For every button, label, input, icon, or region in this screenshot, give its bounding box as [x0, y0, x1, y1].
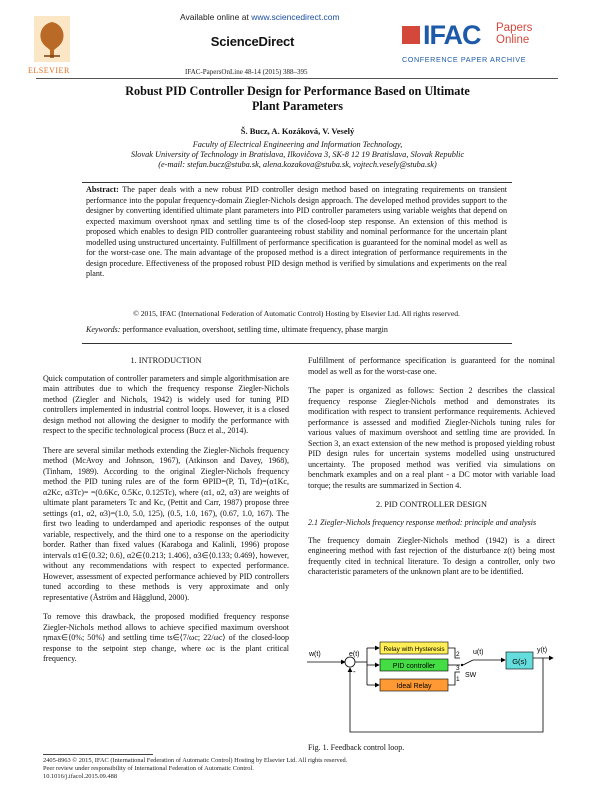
- copyright-notice: © 2015, IFAC (International Federation of Automatic Control) Hosting by Elsevier Ltd. All rights reserved.: [133, 309, 460, 318]
- footer-issn-copyright: 2405-8963 © 2015, IFAC (International Federation of Automatic Control) Hosting by Elsevier Ltd. All rights reserved.: [43, 757, 348, 764]
- feedback-loop-diagram: [305, 640, 555, 740]
- relay-hysteresis-label: Relay with Hysteresis: [383, 646, 445, 653]
- u-signal-label: u(t): [473, 649, 484, 656]
- abstract: [86, 185, 507, 280]
- affiliation: [60, 140, 535, 171]
- minus-sign: -: [353, 667, 356, 676]
- intro-paragraph-5: The paper is organized as follows: Section 2 describes the classical frequency response Ziegler-Nichols method and demonstrates its modification with respect to transient performance requirements. Achieved performance is assessed and modified Ziegler-Nichols tuning rules for various values of maximum overshoot and settling time are provided. In Section 3, an exact extension of the new method is proposed yielding robust PID design rules for uncertain systems modelled using unstructured uncertainty. The proposed method was verified via simulations on benchmark examples and on a real plant - a DC motor with variable load torque; the results are summarized in Section 4.: [308, 386, 555, 490]
- papers-online-logo: [496, 22, 532, 46]
- intro-paragraph-2: There are several similar methods extending the Ziegler-Nichols frequency method (McAvoy and Johnson, 1967), (Atkinson and Davey, 1968), (Tinham, 1989). According to the original Ziegler-Nichols frequency method the PID tuning rules are of the form ΘPID=(P, Ti, Td)=(α1Kc, α2Kc, α3Tc)= =(0.6Kc, 0.5Kc, 0.125Tc), where (α1, α2, α3) are weights of ultimate plant parameters Tc and Kc, (Pettit and Carr, 1987) propose three settings (α1, α2, α3)=(1.0, 5.0, 125), (0.5, 1.0, 167), (0.67, 1.0, 167). The first two leading to underdamped and aperiodic responses of the output variable, respectively, and the third one to a response on the aperiodicity border. Rather than fixed values (Karaboga and Kalinli, 1996) propose intervals α1∈⟨0.32; 0.6⟩, α2∈⟨0.213; 1.406⟩, α3∈⟨0.133; 0.469⟩, however, without any recommendations with respect to expected performance. However, assessment of expected performance achieved by PID controllers tuned according to these methods is very approximate and only representative (Åström and Hägglund, 2000).: [43, 445, 289, 602]
- authors: Š. Bucz, A. Kozáková, V. Veselý: [240, 126, 355, 136]
- switch-position-1: 1: [456, 676, 460, 683]
- journal-citation: IFAC-PapersOnLine 48-14 (2015) 388–395: [185, 68, 308, 76]
- pid-controller-label: PID controller: [392, 663, 436, 670]
- right-column: [308, 356, 555, 587]
- abstract-label: Abstract:: [86, 185, 119, 194]
- summing-junction: [345, 657, 355, 667]
- switch: [463, 660, 473, 665]
- intro-paragraph-4: Fulfillment of performance specification is guaranteed for the nominal model as well as for the worst-case one.: [308, 356, 555, 376]
- keywords: [86, 325, 507, 334]
- elsevier-tree-icon: [34, 16, 70, 62]
- switch-position-3: 3: [456, 665, 460, 672]
- title-line-2: Plant Parameters: [251, 99, 344, 113]
- sciencedirect-link[interactable]: www.sciencedirect.com: [251, 12, 340, 22]
- conference-archive-label: CONFERENCE PAPER ARCHIVE: [402, 55, 527, 64]
- section-heading-pid-design: 2. PID CONTROLLER DESIGN: [375, 500, 488, 509]
- ifac-square-icon: [402, 26, 420, 44]
- footer-divider: [43, 754, 153, 755]
- y-signal-label: y(t): [537, 647, 548, 654]
- availability-notice: [180, 12, 340, 22]
- figure-caption: Fig. 1. Feedback control loop.: [308, 743, 405, 752]
- section-heading-introduction: 1. INTRODUCTION: [130, 356, 202, 365]
- sciencedirect-logo: ScienceDirect: [210, 34, 295, 49]
- intro-paragraph-3: To remove this drawback, the proposed modified frequency response Ziegler-Nichols method allows to achieve specified maximum overshoot ηmax∈⟨0%; 50%⟩ and settling time ts∈⟨7/ωc; 22/ωc⟩ of the closed-loop response to the setpoint step change, where ωc is the plant critical frequency.: [43, 612, 289, 663]
- online-word: Online: [496, 34, 530, 46]
- elsevier-wordmark: ELSEVIER: [28, 66, 70, 75]
- abstract-text: The paper deals with a new robust PID controller design method based on integrating requirements on transient performance into the popular frequency-domain Ziegler-Nichols design approach. The developed method provides support to the designer by converting identified ultimate plant parameters into PID controller parameters using variable weights that depend on expected maximum overshoot ηmax and settling time ts of the closed-loop step response. An extension of this method is proposed which enables to design PID controller guaranteeing robust stability and nominal performance for the uncertain plant modelled using unstructured uncertainty. Fulfillment of performance specification is guaranteed for the nominal model as well as for the worst-case one. The main advantage of the proposed method is a direct integration of performance requirements in the design procedure. Effectiveness of the proposed robust PID design method is verified by simulations and experiments on the real plant.: [86, 185, 507, 279]
- keywords-list: performance evaluation, overshoot, settling time, ultimate frequency, phase margin: [122, 325, 388, 334]
- intro-paragraph-1: Quick computation of controller parameters and simple algorithmisation are main attributes due to which the frequency response Ziegler-Nichols method (Ziegler and Nichols, 1942) is widely used for tuning PID controllers implemented in industrial control loops. However, it is a closed design method not allowing the designer to modify the performance with respect to the specific technological process (Bucz et al., 2014).: [43, 373, 289, 435]
- ifac-logo-text: IFAC: [423, 20, 481, 50]
- w-signal-label: w(t): [309, 651, 321, 658]
- switch-position-2: 2: [456, 651, 460, 658]
- papers-word: Papers: [496, 22, 533, 34]
- e-signal-label: e(t): [349, 651, 360, 658]
- paper-title: [60, 84, 535, 114]
- footer: [43, 757, 555, 782]
- affiliation-line-2: Slovak University of Technology in Bratislava, Ilkovičova 3, SK-8 12 19 Bratislava, Slovak Republic: [130, 150, 465, 160]
- left-column: [43, 356, 289, 674]
- plant-label: G(s): [512, 657, 527, 666]
- header-divider: [36, 78, 558, 79]
- footer-doi[interactable]: 10.1016/j.ifacol.2015.09.488: [43, 773, 118, 781]
- affiliation-line-3: (e-mail: stefan.bucz@stuba.sk, alena.kozakova@stuba.sk, vojtech.vesely@stuba.sk): [158, 160, 437, 170]
- affiliation-line-1: Faculty of Electrical Engineering and Information Technology,: [192, 140, 403, 149]
- keywords-label: Keywords:: [86, 325, 121, 334]
- section2-paragraph-1: The frequency domain Ziegler-Nichols method (1942) is a direct engineering method with fast rejection of the disturbance z(t) being most frequently cited in technical literature. To design a controller, only two characteristic parameters of the unknown plant are to be identified.: [308, 535, 555, 577]
- switch-label: SW: [465, 672, 477, 679]
- ideal-relay-label: Ideal Relay: [396, 683, 432, 690]
- title-line-1: Robust PID Controller Design for Performance Based on Ultimate: [125, 84, 470, 98]
- subsection-heading: 2.1 Ziegler-Nichols frequency response method: principle and analysis: [308, 517, 537, 527]
- availability-label: Available online at: [180, 12, 252, 22]
- footer-peer-review: Peer review under responsibility of International Federation of Automatic Control.: [43, 765, 254, 773]
